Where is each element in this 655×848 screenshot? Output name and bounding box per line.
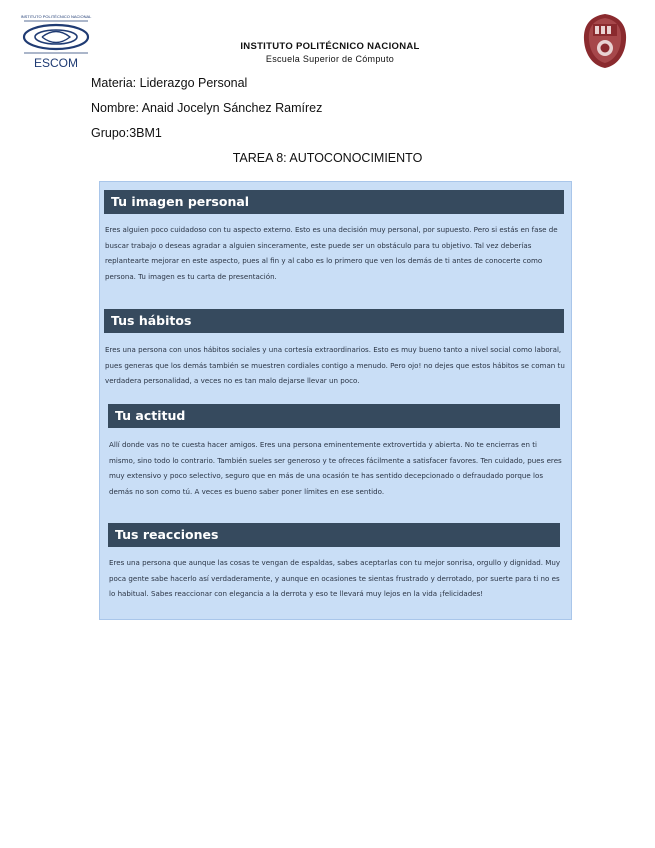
section-text-reactions: Eres una persona que aunque las cosas te vengan de espaldas, sabes aceptarlas con tu mejor sonrisa, orgullo y dignidad. Muy poca gente sabe hacerlo así verdaderamente, y aunque en ocasiones te sientas frustrado y derrotado, por suerte para ti no es lo habitual. Sabes reaccionar con elegancia a la derrota y eso te llevará muy lejos en la vida ¡felicidades! [109, 558, 561, 598]
section-heading-personal-image: Tu imagen personal [104, 190, 564, 214]
group-line: Grupo:3BM1 [91, 126, 162, 140]
section-text-attitude: Allí donde vas no te cuesta hacer amigos. Eres una persona eminentemente extrovertida y abierta. No te encierras en ti mismo, sino todo lo contrario. También sueles ser generoso y te ofreces fácilmente a satisfacer favores. Ten cuidado, pues eres muy extensivo y poco selectivo, seguro que en más de una ocasión te has sentido decepcionado o defraudado porque los demás no son como tú. A veces es bueno saber poner límites en ese sentido. [109, 440, 562, 496]
institution-name: INSTITUTO POLITÉCNICO NACIONAL [240, 41, 420, 52]
task-title: TAREA 8: AUTOCONOCIMIENTO [232, 151, 423, 165]
section-text-personal-image: Eres alguien poco cuidadoso con tu aspecto externo. Esto es una decisión muy personal, por supuesto. Pero si estás en fase de buscar trabajo o deseas agradar a alguien sinceramente, este puede ser un obstáculo para tu objetivo. Tal vez deberías replantearte mejorar en este aspecto, pues al fin y al cabo es lo primero que ven los demás de ti antes de conocerte como persona. Tu imagen es tu carta de presentación. [105, 225, 558, 281]
ipn-logo [580, 12, 630, 70]
subject-line: Materia: Liderazgo Personal [91, 76, 248, 90]
section-heading-habits: Tus hábitos [104, 309, 564, 333]
name-line: Nombre: Anaid Jocelyn Sánchez Ramírez [91, 101, 323, 115]
escom-logo-tagline: INSTITUTO POLITÉCNICO NACIONAL [20, 14, 92, 19]
section-heading-attitude: Tu actitud [108, 404, 560, 428]
section-heading-reactions: Tus reacciones [108, 523, 560, 547]
section-text-habits: Eres una persona con unos hábitos sociales y una cortesía extraordinarios. Esto es muy bueno tanto a nivel social como laboral, pues generas que los demás también se muestren cordiales contigo a menudo. Pero ojo! no dejes que estos hábitos se coman tu verdadera personalidad, a veces no es tan malo dejarse llevar un poco. [105, 345, 565, 385]
escom-logo-text: ESCOM [33, 56, 79, 70]
escom-logo [20, 12, 92, 70]
school-name: Escuela Superior de Cómputo [265, 54, 395, 64]
